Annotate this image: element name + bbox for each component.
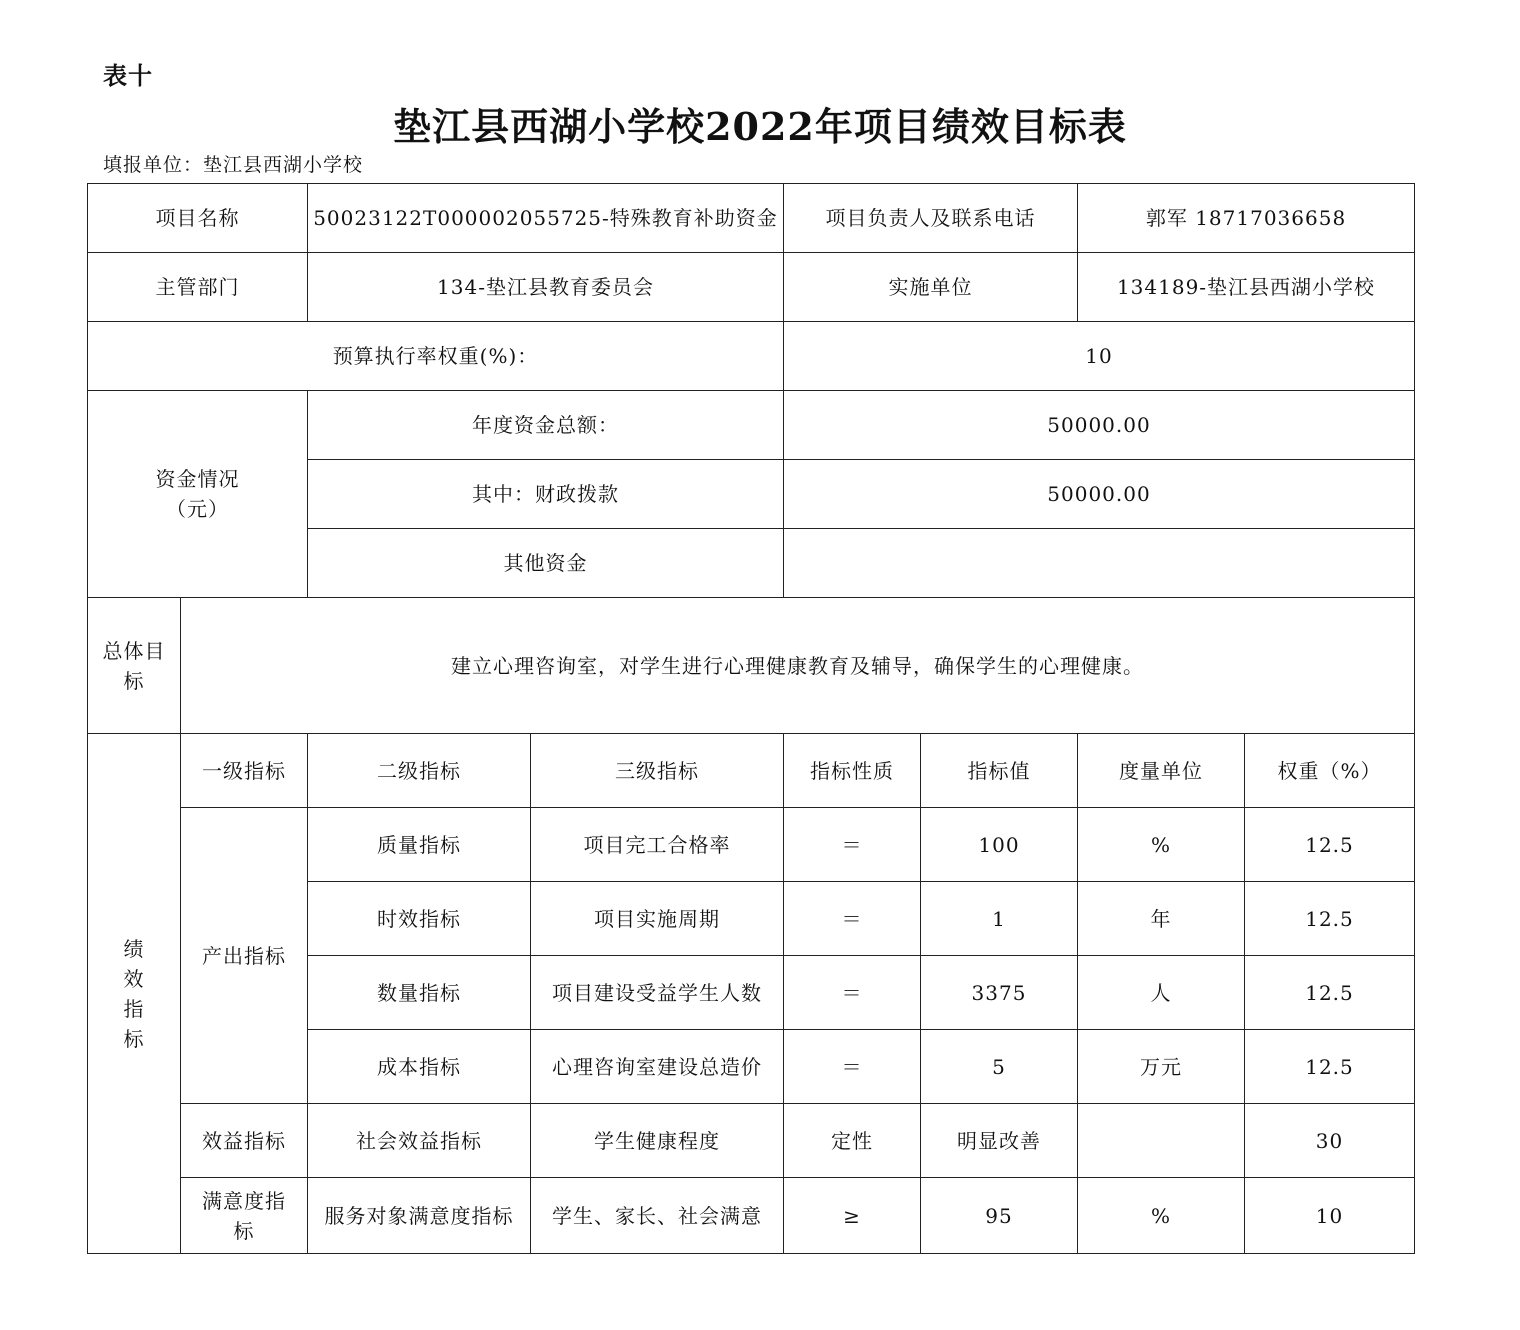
table-row: [88, 391, 1415, 460]
nature-cell: ＝: [784, 1030, 921, 1104]
table-row: [88, 598, 1415, 734]
header-level3: 三级指标: [531, 734, 784, 808]
weight-cell: 12.5: [1245, 1030, 1415, 1104]
level2-cell: 服务对象满意度指标: [308, 1178, 531, 1254]
annual-total-value: 50000.00: [784, 391, 1415, 460]
funds-label-line2: （元）: [166, 497, 229, 521]
overall-goal-text: 建立心理咨询室，对学生进行心理健康教育及辅导，确保学生的心理健康。: [181, 598, 1415, 734]
other-funds-label: 其他资金: [308, 529, 784, 598]
funds-label: [88, 391, 308, 598]
contact-label: 项目负责人及联系电话: [784, 184, 1078, 253]
page-title: 垫江县西湖小学校2022年项目绩效目标表: [393, 104, 1127, 149]
project-name-value: 50023122T000002055725-特殊教育补助资金: [308, 184, 784, 253]
header-value: 指标值: [921, 734, 1078, 808]
table-row: [88, 808, 1415, 882]
table-row: [88, 322, 1415, 391]
table-row: [88, 1178, 1415, 1254]
overall-goal-label-line1: 总体目: [102, 638, 166, 663]
value-cell: 明显改善: [921, 1104, 1078, 1178]
value-cell: 5: [921, 1030, 1078, 1104]
table-row: [88, 734, 1415, 808]
budget-weight-label: 预算执行率权重(%)：: [88, 322, 784, 391]
level2-cell: 质量指标: [308, 808, 531, 882]
nature-cell: ＝: [784, 808, 921, 882]
impl-unit-value: 134189-垫江县西湖小学校: [1078, 253, 1415, 322]
value-cell: 95: [921, 1178, 1078, 1254]
unit-cell: %: [1078, 808, 1245, 882]
overall-goal-label-line2: 标: [123, 668, 145, 693]
dept-label: 主管部门: [88, 253, 308, 322]
benefit-indicator-label: 效益指标: [181, 1104, 308, 1178]
unit-cell: [1078, 1104, 1245, 1178]
weight-cell: 12.5: [1245, 882, 1415, 956]
table-row: [88, 253, 1415, 322]
overall-goal-label: [88, 598, 181, 734]
level3-cell: 项目实施周期: [531, 882, 784, 956]
table-row: [88, 184, 1415, 253]
satisfaction-indicator-label: [181, 1178, 308, 1254]
contact-value: 郭军 18717036658: [1078, 184, 1415, 253]
level3-cell: 项目建设受益学生人数: [531, 956, 784, 1030]
unit-cell: 人: [1078, 956, 1245, 1030]
other-funds-value: [784, 529, 1415, 598]
table-row: [88, 1104, 1415, 1178]
level2-cell: 时效指标: [308, 882, 531, 956]
level3-cell: 项目完工合格率: [531, 808, 784, 882]
weight-cell: 12.5: [1245, 956, 1415, 1030]
level2-cell: 社会效益指标: [308, 1104, 531, 1178]
nature-cell: ≥: [784, 1178, 921, 1254]
fiscal-funds-label: 其中：财政拨款: [308, 460, 784, 529]
side-char: 指: [123, 996, 145, 1021]
project-name-label: 项目名称: [88, 184, 308, 253]
header-level1: 一级指标: [181, 734, 308, 808]
side-char: 标: [123, 1026, 145, 1051]
header-unit: 度量单位: [1078, 734, 1245, 808]
nature-cell: ＝: [784, 882, 921, 956]
header-nature: 指标性质: [784, 734, 921, 808]
funds-label-line1: 资金情况: [155, 467, 240, 491]
level3-cell: 学生健康程度: [531, 1104, 784, 1178]
budget-weight-value: 10: [784, 322, 1415, 391]
weight-cell: 30: [1245, 1104, 1415, 1178]
weight-cell: 10: [1245, 1178, 1415, 1254]
value-cell: 100: [921, 808, 1078, 882]
satisfaction-label-line1: 满意度指: [202, 1188, 286, 1213]
dept-value: 134-垫江县教育委员会: [308, 253, 784, 322]
level3-cell: 心理咨询室建设总造价: [531, 1030, 784, 1104]
output-indicator-label: 产出指标: [181, 808, 308, 1104]
performance-indicators-label: [88, 734, 181, 1254]
unit-cell: %: [1078, 1178, 1245, 1254]
side-char: 绩: [123, 936, 145, 961]
annual-total-label: 年度资金总额：: [308, 391, 784, 460]
side-char: 效: [123, 966, 145, 991]
header-weight: 权重（%）: [1245, 734, 1415, 808]
nature-cell: ＝: [784, 956, 921, 1030]
fill-unit: 填报单位：垫江县西湖小学校: [103, 154, 364, 176]
level3-cell: 学生、家长、社会满意: [531, 1178, 784, 1254]
nature-cell: 定性: [784, 1104, 921, 1178]
weight-cell: 12.5: [1245, 808, 1415, 882]
table-number: 表十: [103, 62, 153, 90]
impl-unit-label: 实施单位: [784, 253, 1078, 322]
unit-cell: 万元: [1078, 1030, 1245, 1104]
satisfaction-label-line2: 标: [233, 1218, 255, 1243]
fiscal-funds-value: 50000.00: [784, 460, 1415, 529]
level2-cell: 成本指标: [308, 1030, 531, 1104]
unit-cell: 年: [1078, 882, 1245, 956]
level2-cell: 数量指标: [308, 956, 531, 1030]
performance-target-table: [87, 183, 1415, 1254]
header-level2: 二级指标: [308, 734, 531, 808]
value-cell: 3375: [921, 956, 1078, 1030]
value-cell: 1: [921, 882, 1078, 956]
